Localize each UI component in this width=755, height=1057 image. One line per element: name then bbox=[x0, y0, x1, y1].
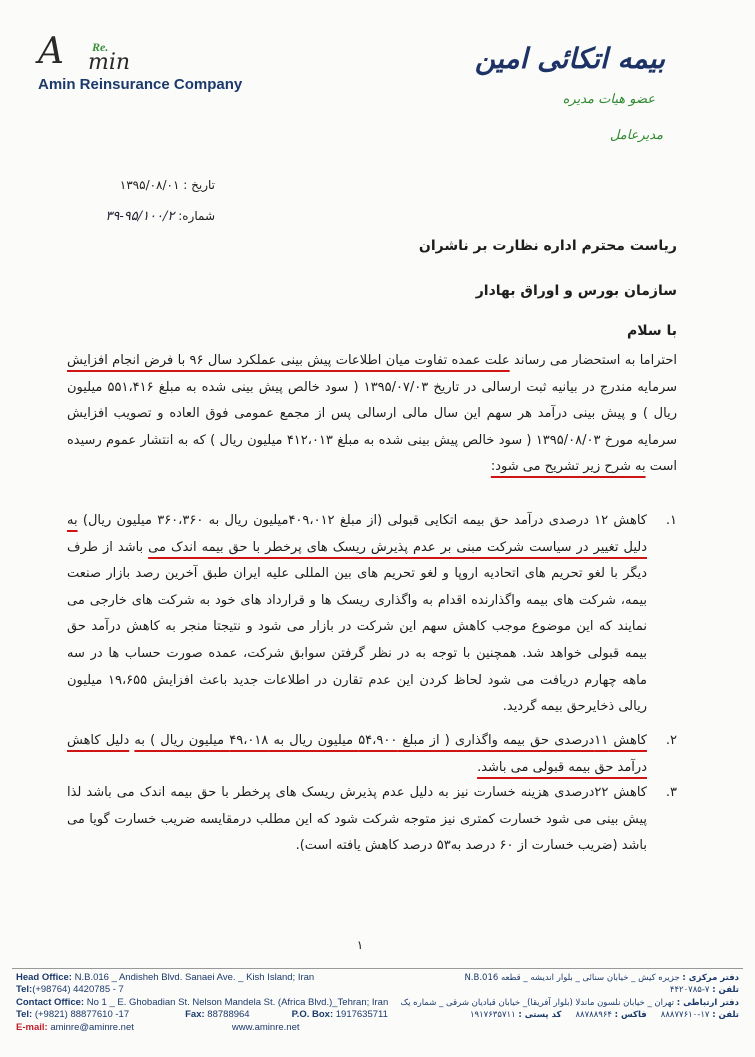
head-office-address: N.B.016 _ Andisheh Blvd. Sanaei Ave. _ Kish Island; Iran bbox=[71, 972, 315, 983]
item-underlined: دلیل کاهش درآمد حق بیمه قبولی می باشد. bbox=[67, 733, 647, 775]
email-label: E-mail: bbox=[16, 1021, 48, 1033]
website-link[interactable]: www.aminre.net bbox=[231, 1021, 300, 1033]
fa-contact-label: دفتر ارتباطی : bbox=[676, 997, 739, 1008]
tel-label: Tel: bbox=[16, 1009, 33, 1021]
greeting: با سلام bbox=[626, 323, 677, 339]
item-text-part: کاهش ۲۲درصدی هزینه خسارت نیز به دلیل عدم پذیرش ریسک های پرخطر با حق بیمه اندک می باشد لذا پیش بینی می شود خسارت کمتری نیز متوجه شرکت شود که این مطلب درمقایسه ضریب خسارت گویا می باشد (ضریب خسارت از ۶۰ درصد به۵۳ درصد کاهش یافته است). bbox=[67, 785, 647, 854]
list-item bbox=[67, 780, 677, 860]
page-number: ۱ bbox=[356, 938, 364, 952]
fa-office-tel: ۷-۴۴۲۰۷۸۵ bbox=[669, 985, 713, 996]
company-logo bbox=[38, 30, 288, 100]
company-name-en: Amin Reinsurance Company bbox=[38, 76, 243, 93]
fa-contact-address: تهران _ خیابان نلسون ماندلا (بلوار آفریقا)_ خیابان قبادیان شرقی _ شماره یک bbox=[400, 997, 677, 1008]
fa-tel-label: تلفن : bbox=[712, 1010, 739, 1021]
item-text bbox=[67, 728, 647, 781]
footer-contact-en bbox=[16, 972, 388, 1034]
item-text bbox=[67, 508, 647, 721]
recipient-organization: سازمان بورس و اوراق بهادار bbox=[475, 283, 677, 299]
item-text bbox=[67, 780, 647, 860]
fa-fax-label: فاکس : bbox=[614, 1010, 647, 1021]
recipient-title: ریاست محترم اداره نظارت بر ناشران bbox=[418, 238, 677, 254]
fa-office-address: جزیره کیش _ خیابان سنائی _ بلوار اندیشه _ قطعه N.B.016 bbox=[464, 973, 683, 983]
contact-office-label: Contact Office: bbox=[16, 996, 85, 1008]
date-value: ۱۳۹۵/۰۸/۰۱ bbox=[119, 178, 180, 192]
footer-contact-fa bbox=[400, 972, 739, 1022]
intro-underlined-2: به شرح زیر تشریح می شود: bbox=[490, 459, 646, 475]
fa-office-label: دفتر مرکزی : bbox=[682, 973, 739, 983]
company-name-fa: بیمه اتکائی امین bbox=[474, 42, 665, 75]
letter-date bbox=[120, 178, 215, 192]
item-underlined: به دلیل تغییر در سیاست شرکت مبنی بر عدم پذیرش ریسک های پرخطر با حق بیمه اندک می bbox=[67, 513, 647, 555]
fa-tel-label: تلفن : bbox=[712, 985, 739, 996]
head-office-label: Head Office: bbox=[16, 972, 72, 983]
head-office-tel: (+98764) 4420785 - 7 bbox=[32, 984, 124, 996]
contact-office-tel: (+9821) 88877610 -17 bbox=[32, 1009, 130, 1021]
fax-number: 88788964 bbox=[204, 1009, 250, 1021]
po-box-number: 1917635711 bbox=[333, 1009, 388, 1021]
item-number: ۳. bbox=[665, 785, 677, 800]
fax-label: Fax: bbox=[185, 1009, 205, 1021]
email-address[interactable]: aminre@aminre.net bbox=[47, 1021, 134, 1033]
logo-min-text: min bbox=[88, 50, 131, 75]
item-text-part: باشد از طرف دیگر با لغو تحریم های اتحادیه اروپا و لغو تحریم های بین المللی علیه ایران طبق آخرین رصد بازار صنعت بیمه، شرکت های بیمه واگذارنده اقدام به واگذاری ریسک ها و قرارداد های خود به شرکت های خارجی می نمایند که این موضوع موجب کاهش سهم این شرکت در بازار می شود و نتیجتا منجر به کاهش درآمد حق بیمه قبولی خواهد شد. همچنین با توجه به در نظر گرفتن سوابق شرکت، عمده صورت حساب ها در سه ماهه چهارم دریافت می شود لحاظ کردن این عدم تقارن در اطلاعات جدید باعث افزایش ۱۹،۶۵۵ میلیون ریالی ذخایرحق بیمه گردید. bbox=[67, 539, 647, 715]
signatory-title-ceo: مدیرعامل bbox=[609, 128, 663, 143]
intro-text-1: احتراما به استحضار می رساند bbox=[509, 353, 677, 368]
fa-contact-tel: ۱۷-۸۸۸۷۷۶۱۰ bbox=[660, 1010, 713, 1021]
item-number: ۱. bbox=[665, 513, 677, 528]
list-item bbox=[67, 728, 677, 781]
intro-underlined-1: علت عمده تفاوت میان اطلاعات پیش بینی عملکرد سال ۹۶ با فرض انجام افزایش bbox=[67, 353, 510, 368]
logo-script-letter: A bbox=[38, 31, 64, 72]
letter-number bbox=[105, 209, 215, 224]
item-text-part: کاهش ۱۲ درصدی درآمد حق بیمه اتکایی قبولی (از مبلغ ۴۰۹،۰۱۲میلیون ریال به ۳۶۰،۳۶۰ میلیون ریال) bbox=[77, 513, 647, 528]
logo-re-text: Re. bbox=[92, 40, 109, 54]
fa-fax-number: ۸۸۷۸۸۹۶۴ bbox=[575, 1010, 615, 1021]
footer-divider bbox=[12, 968, 743, 969]
tel-label: Tel: bbox=[16, 984, 33, 996]
number-value: ۹۵/۱۰۰/۲-۳۹ bbox=[105, 209, 175, 224]
po-box-label: P.O. Box: bbox=[291, 1009, 334, 1021]
item-number: ۲. bbox=[665, 733, 677, 748]
item-underlined: کاهش ۱۱درصدی حق بیمه واگذاری ( از مبلغ ۵۴،۹۰۰ میلیون ریال به ۴۹،۰۱۸ میلیون ریال ) به bbox=[134, 733, 647, 748]
number-label: شماره: bbox=[178, 209, 215, 223]
fa-po-number: ۱۹۱۷۶۳۵۷۱۱ bbox=[469, 1010, 519, 1021]
fa-po-label: کد پستی : bbox=[518, 1010, 562, 1021]
list-item bbox=[67, 508, 677, 721]
intro-paragraph bbox=[67, 348, 677, 481]
date-label: تاریخ : bbox=[183, 178, 215, 192]
signatory-title-board: عضو هیات مدیره bbox=[562, 92, 655, 107]
contact-office-address: No 1 _ E. Ghobadian St. Nelson Mandela St. (Africa Blvd.)_Tehran; Iran bbox=[84, 996, 389, 1008]
intro-text-2: سرمایه مندرج در بیانیه ثبت ارسالی در تاریخ ۱۳۹۵/۰۷/۰۳ ( سود خالص پیش بینی شده به مبلغ ۵۵۱،۴۱۶ میلیون ریال ) و پیش بینی درآمد هر سهم این سال مالی ارسالی پس از مجمع عمومی فوق العاده و تصویب افزایش سرمایه مورخ ۱۳۹۵/۰۸/۰۳ ( سود خالص پیش بینی شده به مبلغ ۴۱۲،۰۱۳ میلیون ریال ) که به انتشار عموم رسیده است bbox=[67, 379, 678, 475]
